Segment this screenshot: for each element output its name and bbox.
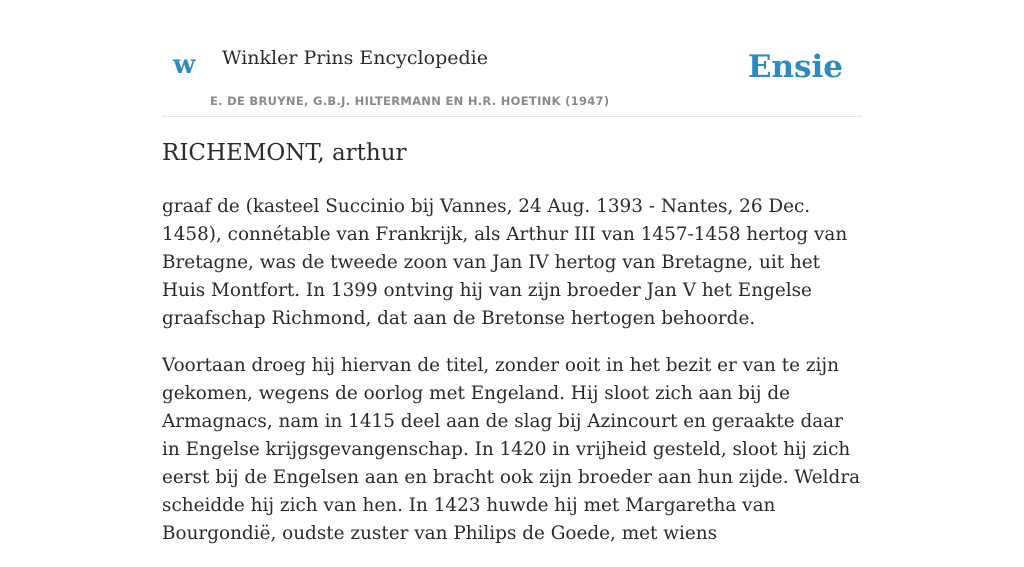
header bbox=[162, 0, 862, 117]
publication-title[interactable]: Winkler Prins Encyclopedie bbox=[222, 47, 488, 69]
article-page bbox=[162, 0, 862, 544]
entry-body bbox=[162, 193, 862, 567]
publication-logo[interactable]: w bbox=[173, 50, 196, 80]
brand-logo[interactable]: Ensie bbox=[747, 49, 843, 85]
paragraph: graaf de (kasteel Succinio bij Vannes, 24 Aug. 1393 - Nantes, 26 Dec. 1458), connétable van Frankrijk, als Arthur III van 1457-1458 hertog van Bretagne, was de tweede zoon van Jan IV hertog van Bretagne, uit het Huis Montfort. In 1399 ontving hij van zijn broeder Jan V het Engelse graafschap Richmond, dat aan de Bretonse hertogen behoorde. bbox=[162, 196, 848, 329]
entry-title: RICHEMONT, arthur bbox=[162, 140, 407, 166]
publication-authors: E. DE BRUYNE, G.B.J. HILTERMANN EN H.R. HOETINK (1947) bbox=[210, 94, 610, 108]
paragraph: Voortaan droeg hij hiervan de titel, zonder ooit in het bezit er van te zijn gekomen, wegens de oorlog met Engeland. Hij sloot zich aan bij de Armagnacs, nam in 1415 deel aan de slag bij Azincourt en geraakte daar in Engelse krijgsgevangenschap. In 1420 in vrijheid gesteld, sloot hij zich eerst bij de Engelsen aan en bracht ook zijn broeder aan hun zijde. Weldra scheidde hij zich van hen. In 1423 huwde hij met Margaretha van Bourgondië, oudste zuster van Philips de Goede, met wiens bbox=[162, 355, 861, 544]
